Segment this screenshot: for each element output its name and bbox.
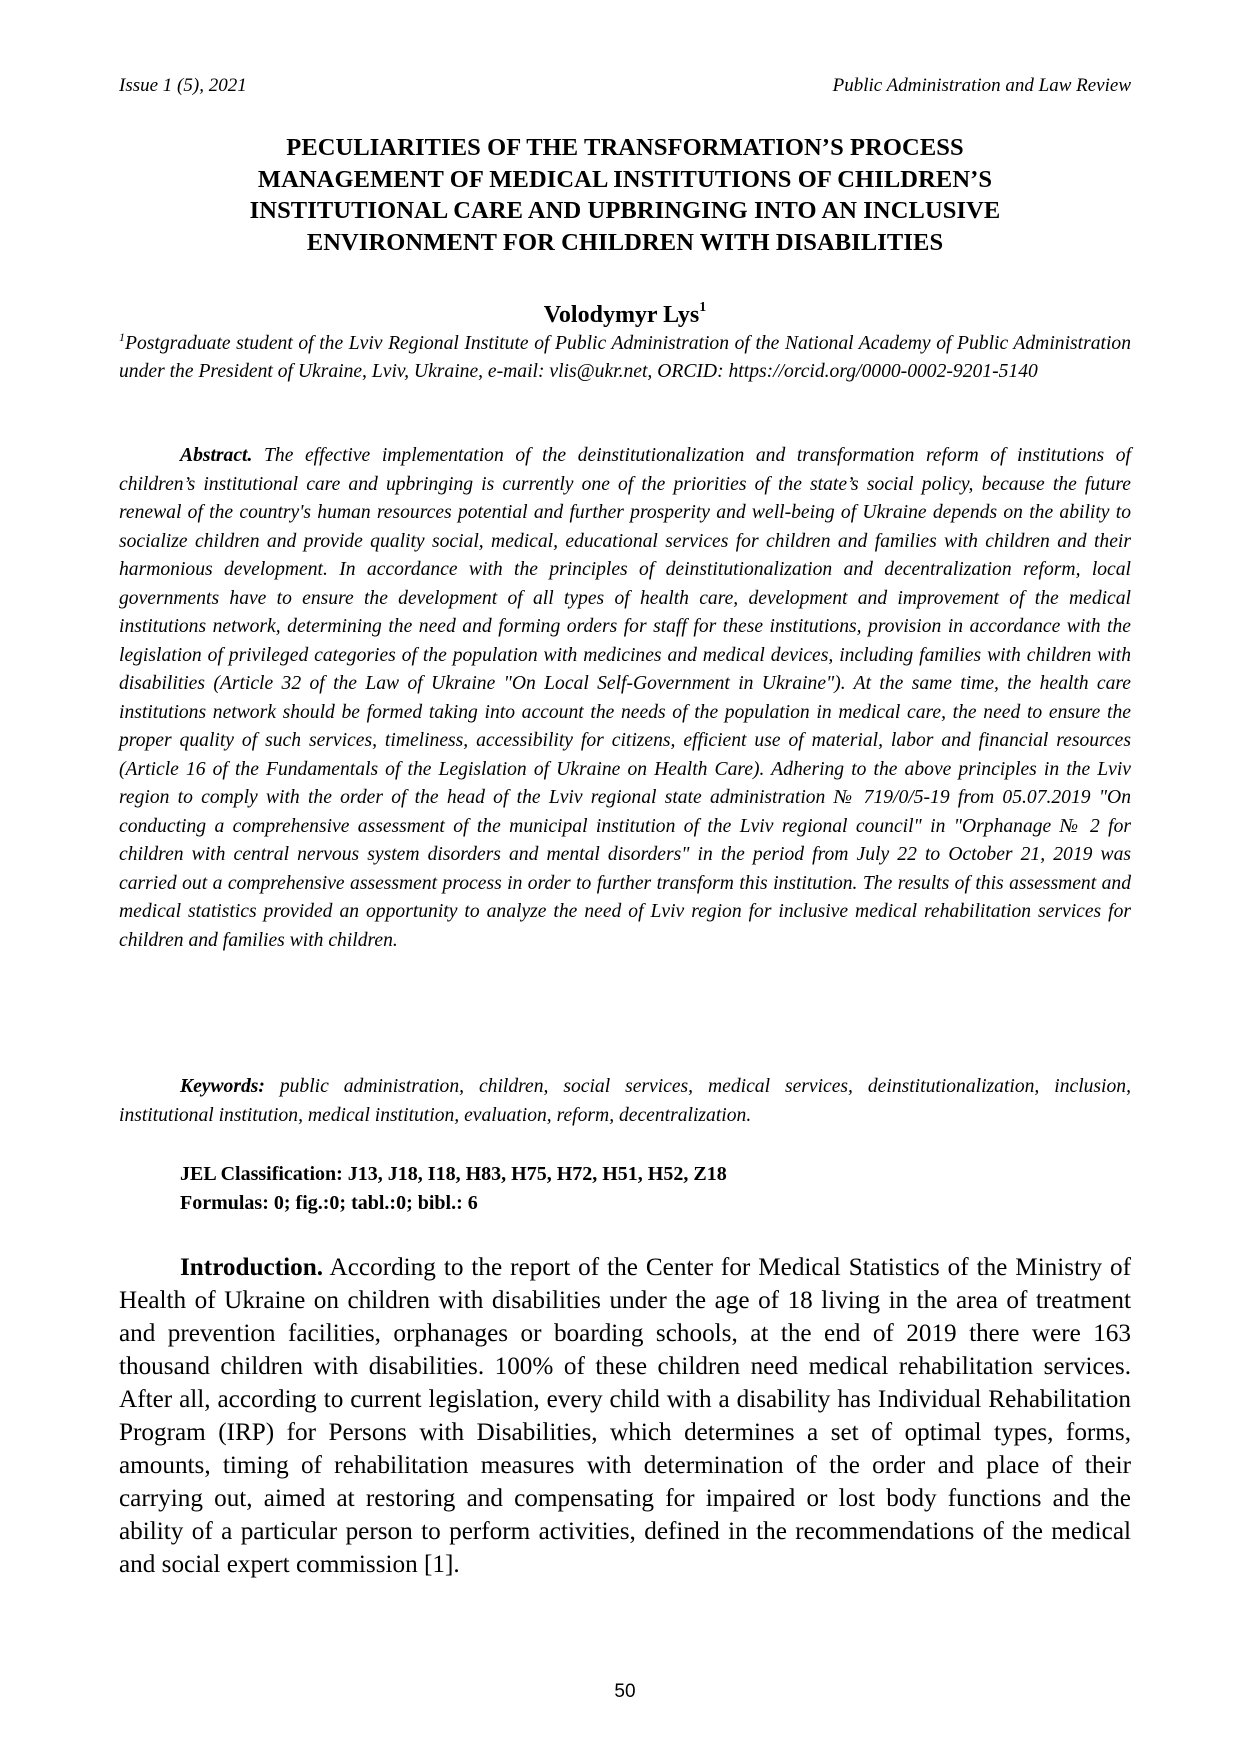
title-line: PECULIARITIES OF THE TRANSFORMATION’S PROCESS bbox=[286, 134, 964, 161]
introduction-paragraph bbox=[119, 1251, 1131, 1581]
keywords-paragraph bbox=[119, 1073, 1131, 1130]
title-line: MANAGEMENT OF MEDICAL INSTITUTIONS OF CHILDREN’S bbox=[257, 165, 993, 193]
page-number: 50 bbox=[614, 1681, 636, 1702]
abstract-paragraph bbox=[119, 442, 1131, 955]
abstract-text: The effective implementation of the deinstitutionalization and transformation reform of institutions of children’s institutional care and upbringing is currently one of the priorities of the state’s social policy, because the future renewal of the country's human resources potential and further prosperity and well-being of Ukraine depends on the ability to socialize children and provide quality social, medical, educational services for children and families with children and their harmonious development. In accordance with the principles of deinstitutionalization and decentralization reform, local governments have to ensure the development of all types of health care, development and improvement of the medical institutions network, determining the need and forming orders for staff for these institutions, provision in accordance with the legislation of privileged categories of the population with medicines and medical devices, including families with children with disabilities (Article 32 of the Law of Ukraine "On Local Self-Government in Ukraine"). At the same time, the health care institutions network should be formed taking into account the needs of the population in medical care, the need to ensure the proper quality of such services, timeliness, accessibility for citizens, efficient use of material, labor and financial resources (Article 16 of the Fundamentals of the Legislation of Ukraine on Health Care). Adhering to the above principles in the Lviv region to comply with the order of the head of the Lviv regional state administration № 719/0/5-19 from 05.07.2019 "On conducting a comprehensive assessment of the municipal institution of the Lviv regional council" in "Orphanage № 2 for children with central nervous system disorders and mental disorders" in the period from July 22 to October 21, 2019 was carried out a comprehensive assessment process in order to further transform this institution. The results of this assessment and medical statistics provided an opportunity to analyze the need of Lviv region for inclusive medical rehabilitation services for children and families with children. bbox=[119, 445, 1131, 951]
article-title bbox=[119, 132, 1131, 258]
author-affiliation bbox=[119, 330, 1131, 385]
affiliation-superscript: 1 bbox=[119, 330, 125, 344]
introduction-text: According to the report of the Center for Medical Statistics of the Ministry of Health of Ukraine on children with disabilities under the age of 18 living in the area of treatment and prevention facilities, orphanages or boarding schools, at the end of 2019 there were 163 thousand children with disabilities. 100% of these children need medical rehabilitation services. After all, according to current legislation, every child with a disability has Individual Rehabilitation Program (IRP) for Persons with Disabilities, which determines a set of optimal types, forms, amounts, timing of rehabilitation measures with determination of the order and place of their carrying out, aimed at restoring and compensating for impaired or lost body functions and the ability of a particular person to perform activities, defined in the recommendations of the medical and social expert commission [1]. bbox=[119, 1254, 1131, 1578]
affiliation-text: Postgraduate student of the Lviv Regional Institute of Public Administration of the National Academy of Public Administration under the President of Ukraine, Lviv, Ukraine, e-mail: vlis@ukr.net, ORCID: https://orcid.org/0000-0002-9201-5140 bbox=[119, 333, 1131, 382]
keywords-label: Keywords: bbox=[180, 1076, 265, 1097]
formulas-summary: Formulas: 0; fig.:0; tabl.:0; bibl.: 6 bbox=[180, 1192, 478, 1214]
introduction-label: Introduction. bbox=[180, 1254, 323, 1281]
author-superscript: 1 bbox=[699, 300, 707, 315]
keywords-text: public administration, children, social services, medical services, deinstitutionalization, inclusion, institutional institution, medical institution, evaluation, reform, decentralization. bbox=[119, 1076, 1131, 1126]
author-line bbox=[119, 300, 1131, 330]
journal-name: Public Administration and Law Review bbox=[832, 75, 1131, 96]
jel-classification: JEL Classification: J13, J18, I18, H83, H75, H72, H51, H52, Z18 bbox=[180, 1163, 727, 1185]
title-line: INSTITUTIONAL CARE AND UPBRINGING INTO AN INCLUSIVE bbox=[249, 197, 1001, 224]
title-line: ENVIRONMENT FOR CHILDREN WITH DISABILITIES bbox=[306, 228, 944, 256]
abstract-label: Abstract. bbox=[180, 445, 253, 466]
document-page bbox=[119, 0, 1131, 1755]
running-header bbox=[119, 74, 1131, 98]
author-name: Volodymyr Lys bbox=[543, 302, 700, 328]
issue-label: Issue 1 (5), 2021 bbox=[119, 75, 247, 96]
